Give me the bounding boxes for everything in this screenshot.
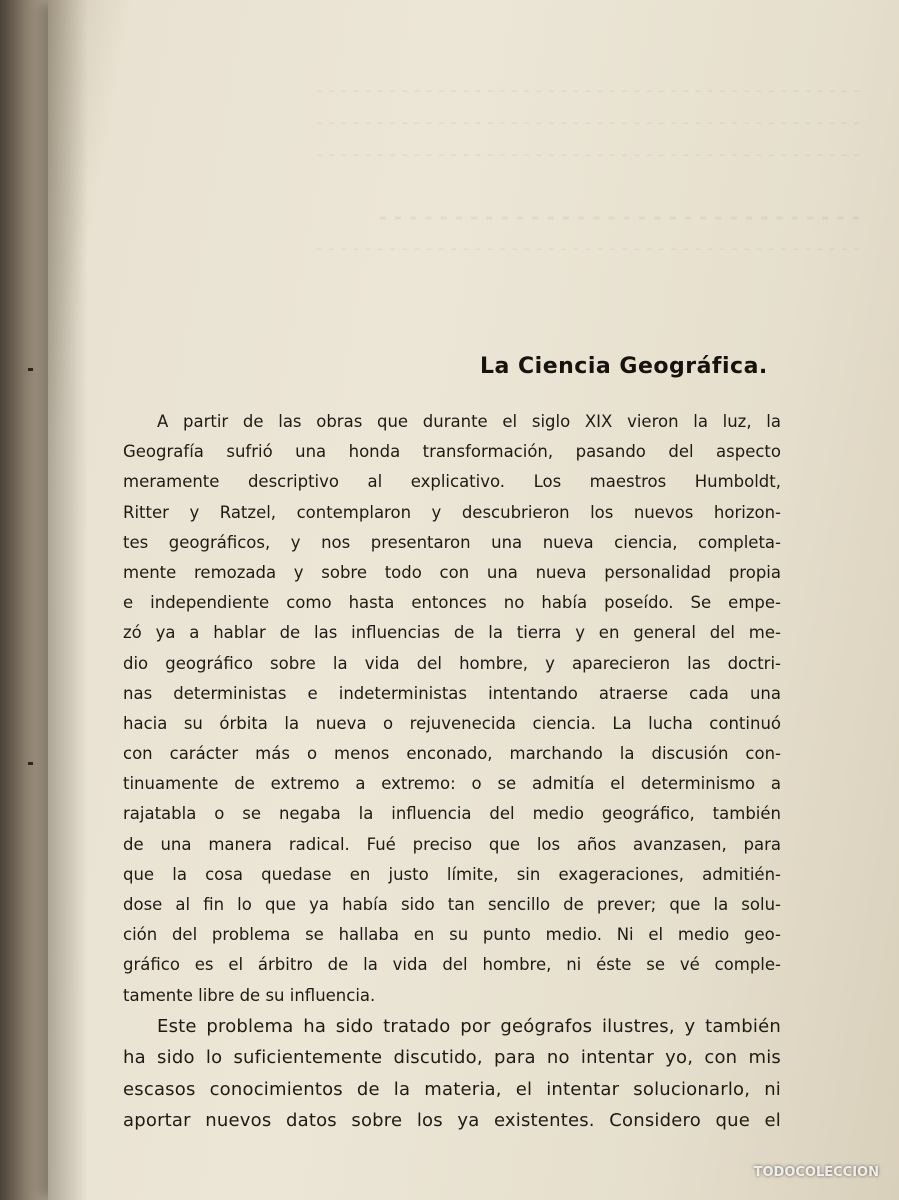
watermark-logo: TODOCOLECCION <box>753 1165 879 1180</box>
text-line: mente remozada y sobre todo con una nueva personalidad propia <box>123 562 781 582</box>
text-line: zó ya a hablar de las influencias de la tierra y en general del me- <box>123 623 781 643</box>
text-line: escasos conocimientos de la materia, el intentar solucionarlo, ni <box>123 1078 781 1100</box>
text-line: ción del problema se hallaba en su punto medio. Ni el medio geo- <box>123 925 781 945</box>
text-line: gráfico es el árbitro de la vida del hombre, ni éste se vé comple- <box>123 955 781 975</box>
text-line: tes geográficos, y nos presentaron una nueva ciencia, completa- <box>123 532 781 552</box>
text-line: A partir de las obras que durante el siglo XIX vieron la luz, la <box>157 412 781 431</box>
text-line: nas deterministas e indeterministas intentando atraerse cada una <box>123 683 781 703</box>
body-text <box>123 407 781 1137</box>
text-line: con carácter más o menos enconado, marchando la discusión con- <box>123 744 781 764</box>
page-curve-shadow <box>48 0 88 1200</box>
text-line: de una manera radical. Fué preciso que los años avanzasen, para <box>123 834 781 854</box>
text-line: e independiente como hasta entonces no había poseído. Se empe- <box>123 593 781 613</box>
text-line: Ritter y Ratzel, contemplaron y descubrieron los nuevos horizon- <box>123 502 781 522</box>
page-edge-mark <box>28 762 33 765</box>
text-line: dose al fin lo que ya había sido tan sencillo de prever; que la solu- <box>123 895 781 914</box>
page-edge-mark <box>28 368 33 371</box>
text-line: Este problema ha sido tratado por geógrafos ilustres, y también <box>157 1015 781 1037</box>
show-through-text: - - - - - - - - - - - - - - - - - - - - - - - - - - - - - - - - - - - - - - - - - - - - - - - - - - - - - - - - - - - - - - - - - - - - - - - - - - - - - - - - - - - - - - - - - - - - - - - - - - - - - - - - - - - - - - - - - - - - - - - - - - - - - - - - - - - - - - - - - - - - - - - - - - - - - - - - - - - - - - - - - - - - - - - - - - - - - - - - - - - - - - - - - - - - - - - - - - - - - - - - - - - - - - - - - - - - <box>315 80 860 259</box>
text-line: meramente descriptivo al explicativo. Los maestros Humboldt, <box>123 472 781 492</box>
section-title: La Ciencia Geográfica. <box>480 354 768 379</box>
text-line: aportar nuevos datos sobre los ya existentes. Considero que el <box>123 1110 781 1132</box>
text-line: que la cosa quedase en justo límite, sin exageraciones, admitién- <box>123 864 781 884</box>
text-line: ha sido lo suficientemente discutido, para no intentar yo, con mis <box>123 1047 781 1069</box>
text-line: tamente libre de su influencia. <box>123 985 376 1005</box>
text-line: Geografía sufrió una honda transformación, pasando del aspecto <box>123 442 781 462</box>
text-line: rajatabla o se negaba la influencia del medio geográfico, también <box>123 804 781 824</box>
text-line: dio geográfico sobre la vida del hombre, y aparecieron las doctri- <box>123 653 781 673</box>
text-line: hacia su órbita la nueva o rejuvenecida ciencia. La lucha continuó <box>123 713 781 733</box>
text-line: tinuamente de extremo a extremo: o se admitía el determinismo a <box>123 774 781 794</box>
